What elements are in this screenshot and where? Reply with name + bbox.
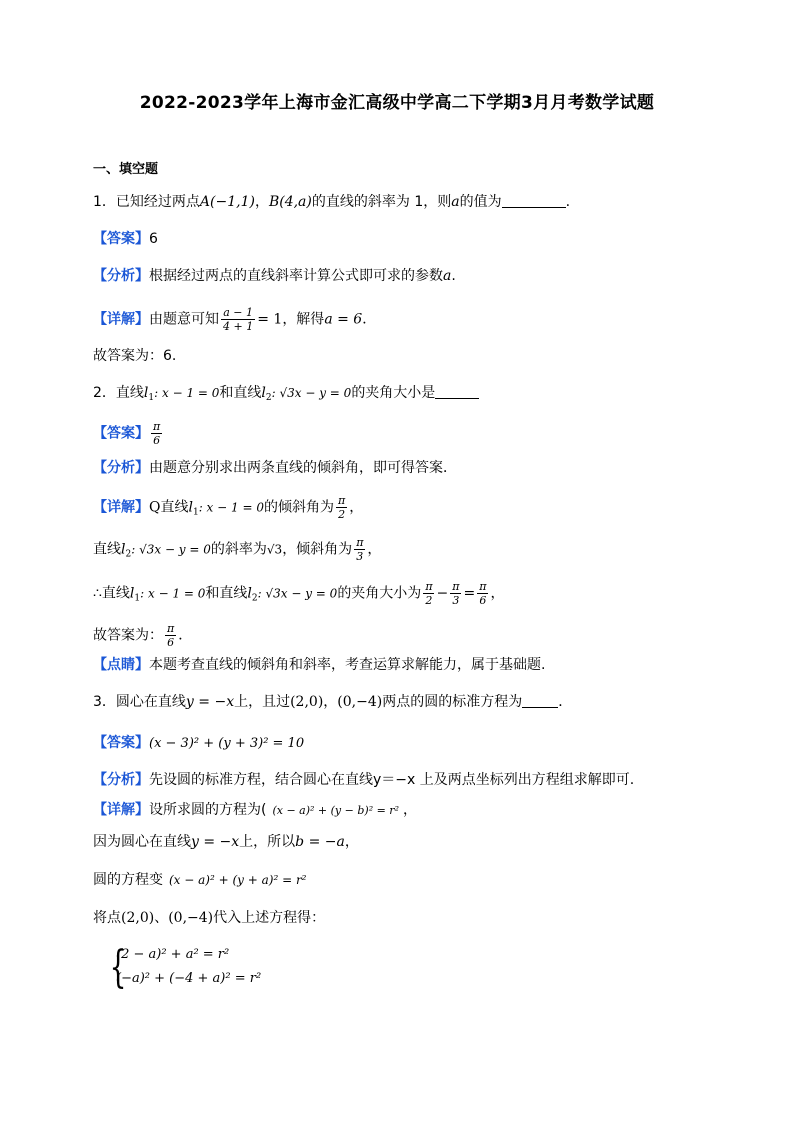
fraction-numerator: π xyxy=(425,580,433,593)
question-text: 已知经过两点 xyxy=(115,194,200,210)
punct: . xyxy=(565,194,571,210)
equation: : x − 1 = 0 xyxy=(140,586,206,601)
equation: = 1 xyxy=(257,311,283,328)
equation: y = −x xyxy=(191,834,240,850)
fraction xyxy=(477,580,488,607)
fraction-denominator: 6 xyxy=(479,594,487,607)
fraction-denominator: 6 xyxy=(153,434,161,447)
subscript: 1 xyxy=(134,593,141,604)
fraction-numerator: π xyxy=(153,420,161,433)
fraction xyxy=(151,420,162,447)
detail-text: 代入上述方程得： xyxy=(213,910,326,926)
fraction-denominator: 2 xyxy=(425,594,433,607)
question-text: 圆心在直线 xyxy=(115,694,186,710)
point: (2,0) xyxy=(121,910,155,926)
equation: (x − a)² + (y + a)² = r² xyxy=(169,873,307,887)
detail-text: 圆的方程变 xyxy=(93,872,163,888)
detail-text: 上，所以 xyxy=(239,834,296,850)
fraction-denominator: 4 + 1 xyxy=(223,320,254,333)
equation: : √3x − y = 0 xyxy=(131,542,211,557)
equation: b = −a xyxy=(295,834,345,850)
point: (0,−4) xyxy=(337,694,383,710)
line-symbol: l xyxy=(143,385,149,401)
equation: : √3x − y = 0 xyxy=(257,586,338,601)
detail-tag: 【详解】 xyxy=(93,499,149,516)
line-symbol: l xyxy=(188,499,193,516)
point-a: A(−1,1) xyxy=(199,194,255,210)
punct: ． xyxy=(178,627,193,644)
detail-row xyxy=(93,494,363,523)
detail-text: ，解得 xyxy=(282,311,325,328)
line-symbol: l xyxy=(129,585,135,602)
question-3 xyxy=(93,692,572,712)
answer-blank xyxy=(502,193,566,208)
question-text: 的直线的斜率为 1，则 xyxy=(311,194,452,210)
punct: ， xyxy=(402,802,417,818)
punct: ， xyxy=(349,499,364,516)
detail-text: 直线 xyxy=(160,499,189,516)
detail-row xyxy=(93,536,381,565)
fraction-numerator: π xyxy=(167,622,175,635)
system-equation-1: (2 − a)² + a² = r² xyxy=(116,947,230,962)
equation: (x − a)² + (y − b)² = r² xyxy=(272,804,399,817)
fraction xyxy=(165,622,176,649)
conclusion-row: 故答案为：6. xyxy=(93,348,177,364)
detail-text: 将点 xyxy=(93,910,121,926)
document-title: 2022-2023学年上海市金汇高级中学高二下学期3月月考数学试题 xyxy=(139,93,655,113)
point: (0,−4) xyxy=(168,910,214,926)
detail-text: 直线 xyxy=(93,541,121,558)
question-text: 的夹角大小是 xyxy=(351,385,436,401)
subscript: 1 xyxy=(148,393,155,403)
punct: ， xyxy=(367,541,382,558)
analysis-text: 由题意分别求出两条直线的倾斜角，即可得答案． xyxy=(149,460,457,476)
punct: ， xyxy=(323,694,338,710)
punct: ． xyxy=(558,694,573,710)
answer-row xyxy=(93,733,304,754)
detail-text: 的倾斜角为 xyxy=(263,499,334,516)
detail-row xyxy=(93,800,417,821)
fraction xyxy=(221,306,255,333)
answer-row xyxy=(93,229,158,249)
answer-row xyxy=(93,420,164,447)
analysis-text: 根据经过两点的直线斜率计算公式即可求的参数 xyxy=(149,268,443,284)
because-symbol: Q xyxy=(149,499,161,516)
line-symbol: l xyxy=(247,585,252,602)
answer-tag: 【答案】 xyxy=(93,735,149,751)
equation: y = −x xyxy=(185,694,235,710)
answer-value: 6 xyxy=(149,231,158,247)
point: (2,0) xyxy=(290,694,324,710)
therefore-symbol: ∴ xyxy=(93,585,102,602)
subscript: 2 xyxy=(251,593,258,604)
fraction xyxy=(423,580,434,607)
line-symbol: l xyxy=(121,541,126,558)
fraction-denominator: 3 xyxy=(452,594,460,607)
detail-tag: 【详解】 xyxy=(93,311,149,328)
punct: ． xyxy=(362,311,377,328)
question-text: 上，且过 xyxy=(234,694,291,710)
fraction-numerator: π xyxy=(479,580,487,593)
question-text: 和直线 xyxy=(219,385,262,401)
equation: : √3x − y = 0 xyxy=(271,386,352,400)
analysis-row xyxy=(93,458,457,478)
analysis-row xyxy=(93,770,634,790)
fraction-denominator: 3 xyxy=(356,550,364,563)
detail-row xyxy=(93,306,376,333)
subscript: 2 xyxy=(125,549,132,560)
fraction-numerator: a − 1 xyxy=(223,306,253,319)
equation: : x − 1 = 0 xyxy=(154,386,220,400)
equation-system xyxy=(104,942,304,995)
detail-text: 因为圆心在直线 xyxy=(93,834,191,850)
detail-text: ，倾斜角为 xyxy=(282,541,353,558)
question-text: 的值为 xyxy=(459,194,502,210)
comment-tag: 【点睛】 xyxy=(93,657,149,673)
answer-blank xyxy=(522,693,558,708)
subscript: 2 xyxy=(265,393,272,403)
fraction-numerator: π xyxy=(452,580,460,593)
question-2 xyxy=(93,383,479,408)
detail-text: 设所求圆的方程为( xyxy=(149,802,267,818)
operator: = xyxy=(463,585,476,602)
question-number: 2． xyxy=(93,385,116,401)
fraction-denominator: 6 xyxy=(167,636,175,649)
punct: . xyxy=(451,268,456,284)
punct: ， xyxy=(344,834,359,850)
detail-row xyxy=(93,908,325,928)
operator: − xyxy=(436,585,449,602)
brace-symbol: { xyxy=(109,942,127,993)
detail-row xyxy=(93,580,504,609)
answer-tag: 【答案】 xyxy=(93,425,149,442)
conclusion-text: 故答案为： xyxy=(93,627,163,644)
question-number: 1． xyxy=(93,194,116,210)
analysis-tag: 【分析】 xyxy=(93,772,149,788)
detail-row xyxy=(93,832,359,852)
detail-text: 的夹角大小为 xyxy=(337,585,422,602)
comment-row xyxy=(93,655,545,675)
punct: ， xyxy=(490,585,505,602)
answer-value: (x − 3)² + (y + 3)² = 10 xyxy=(149,736,305,751)
analysis-tag: 【分析】 xyxy=(93,460,149,476)
question-text: 直线 xyxy=(115,385,144,401)
answer-tag: 【答案】 xyxy=(93,231,149,247)
detail-text: 直线 xyxy=(101,585,130,602)
point-b: B(4,a) xyxy=(268,194,312,210)
detail-text: 和直线 xyxy=(205,585,248,602)
detail-tag: 【详解】 xyxy=(93,802,149,818)
punct: 、 xyxy=(154,910,169,926)
analysis-row xyxy=(93,266,456,286)
fraction xyxy=(450,580,461,607)
detail-text: 由题意可知 xyxy=(149,311,219,328)
equation: a = 6 xyxy=(324,311,363,328)
fraction-numerator: π xyxy=(356,536,364,549)
question-1 xyxy=(93,192,570,212)
analysis-text: 先设圆的标准方程，结合圆心在直线y＝−x 上及两点坐标列出方程组求解即可. xyxy=(149,772,635,788)
fraction xyxy=(336,494,347,521)
answer-blank xyxy=(435,384,479,399)
comment-text: 本题考查直线的倾斜角和斜率，考查运算求解能力，属于基础题. xyxy=(149,657,546,673)
equation: : x − 1 = 0 xyxy=(198,500,264,515)
slope-value: √3 xyxy=(266,542,283,557)
conclusion-row xyxy=(93,622,192,649)
variable: a xyxy=(451,194,460,210)
question-text: 两点的圆的标准方程为 xyxy=(382,694,523,710)
detail-row xyxy=(93,870,306,890)
analysis-tag: 【分析】 xyxy=(93,268,149,284)
fraction xyxy=(354,536,365,563)
question-number: 3． xyxy=(93,694,116,710)
fraction-denominator: 2 xyxy=(338,508,346,521)
system-equation-2: (−a)² + (−4 + a)² = r² xyxy=(116,971,262,986)
section-heading: 一、填空题 xyxy=(93,162,159,177)
variable: a xyxy=(443,268,452,284)
punct: ， xyxy=(254,194,269,210)
subscript: 1 xyxy=(192,507,199,518)
line-symbol: l xyxy=(261,385,266,401)
fraction-numerator: π xyxy=(337,494,346,507)
detail-text: 的斜率为 xyxy=(210,541,267,558)
